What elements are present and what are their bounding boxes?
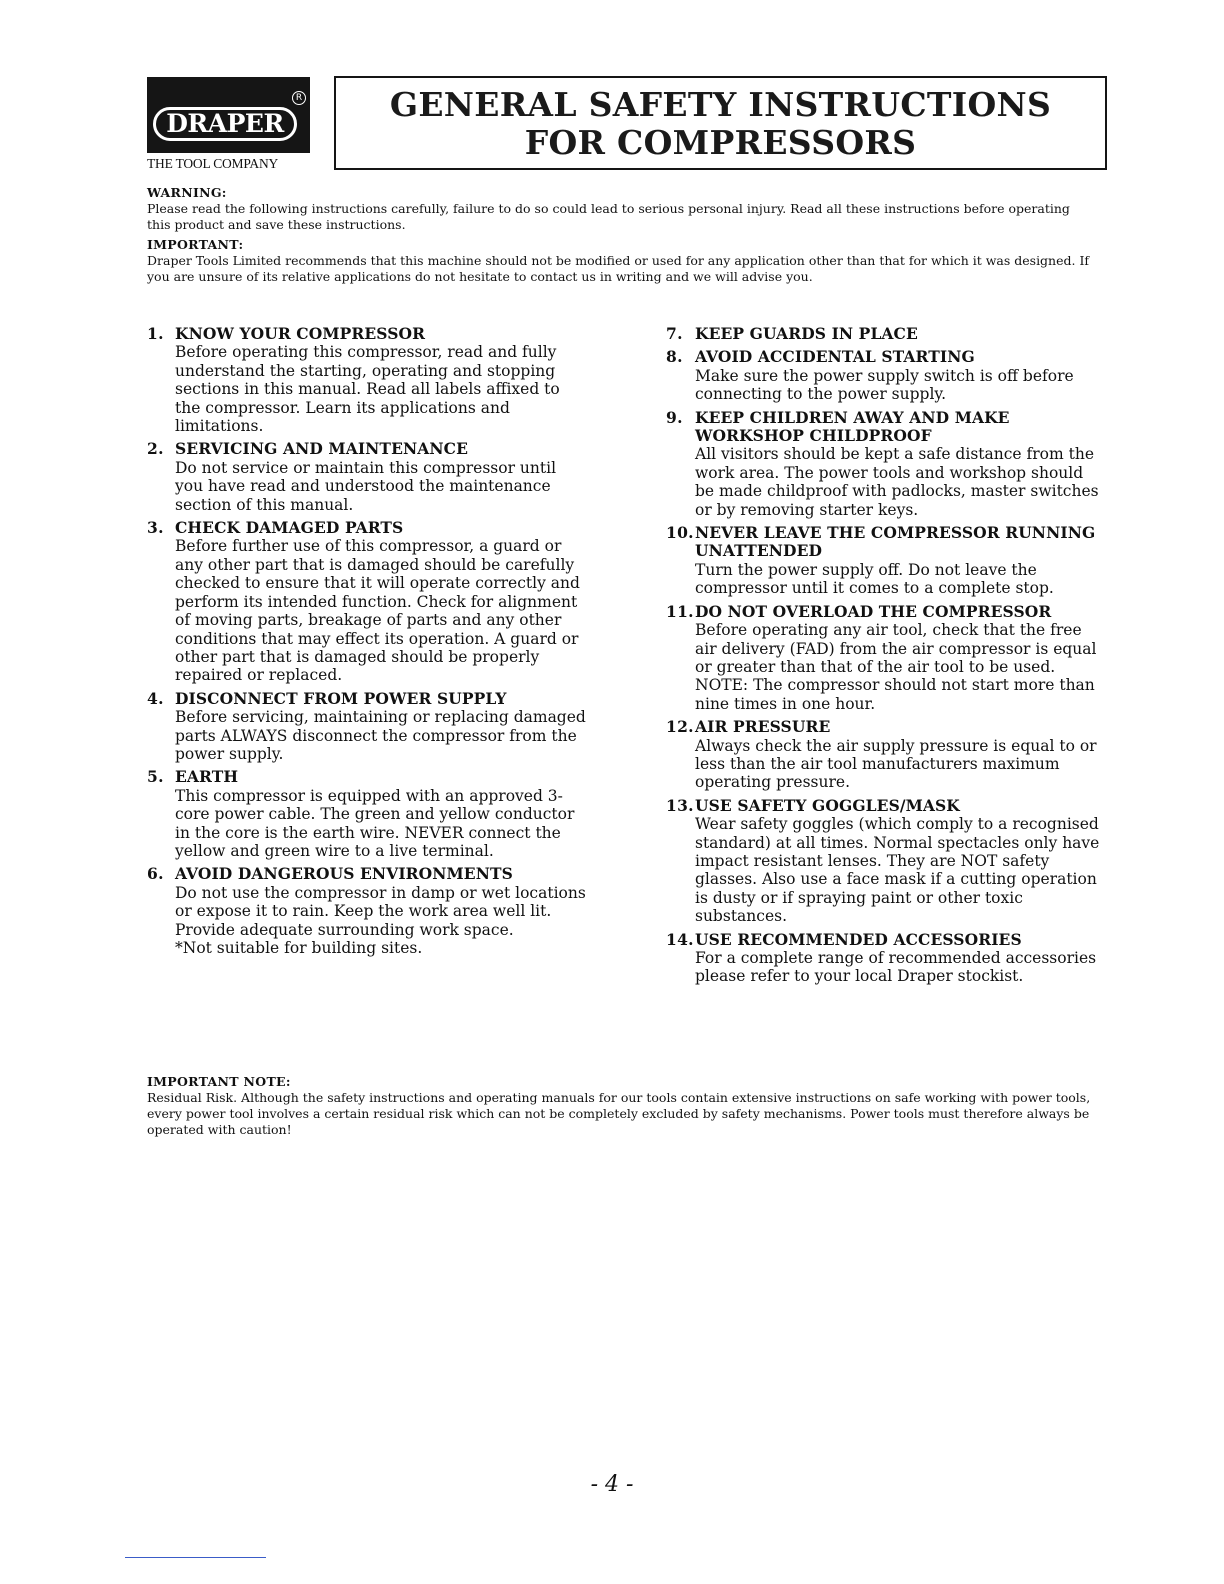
list-item: [666, 797, 1106, 926]
important-section: [147, 237, 1092, 285]
item-heading: AIR PRESSURE: [695, 717, 831, 737]
item-number: 3.: [147, 518, 164, 538]
title-line-1: GENERAL SAFETY INSTRUCTIONS: [389, 85, 1052, 124]
list-item: [666, 603, 1106, 713]
item-number: 9.: [666, 407, 683, 427]
item-heading: KNOW YOUR COMPRESSOR: [175, 324, 426, 343]
item-body: Do not service or maintain this compressor until you have read and understood the maintenance section of this manual.: [175, 458, 557, 514]
list-item: [147, 440, 587, 514]
item-number: 11.: [666, 601, 694, 621]
item-number: 7.: [666, 324, 683, 343]
item-body: Make sure the power supply switch is off before connecting to the power supply.: [695, 366, 1074, 404]
page-title: [334, 76, 1107, 170]
page-number: - 4 -: [590, 1472, 634, 1497]
list-item: [147, 519, 587, 685]
item-heading: CHECK DAMAGED PARTS: [175, 518, 404, 538]
draper-logo: [147, 77, 310, 171]
important-note-label: IMPORTANT NOTE:: [147, 1074, 291, 1089]
item-heading: USE RECOMMENDED ACCESSORIES: [695, 929, 1022, 949]
list-item: [666, 524, 1106, 598]
item-heading: DO NOT OVERLOAD THE COMPRESSOR: [695, 601, 1052, 621]
item-number: 13.: [666, 795, 694, 815]
list-item: [666, 718, 1106, 792]
list-item: [147, 865, 587, 957]
list-item: [666, 409, 1106, 519]
logo-tagline: THE TOOL COMPANY: [147, 156, 279, 171]
item-number: 5.: [147, 767, 164, 787]
important-note-text: Residual Risk. Although the safety instructions and operating manuals for our tools contain extensive instructions on safe working with power tools, every power tool involves a certain residual risk which can not be completely excluded by safety mechanisms. Power tools must therefore always be operated with caution!: [147, 1090, 1091, 1137]
registered-mark-icon: R: [292, 91, 306, 105]
list-item: [147, 325, 587, 435]
item-body: Do not use the compressor in damp or wet locations or expose it to rain. Keep the work area well lit. Provide adequate surrounding work space.: [175, 883, 586, 939]
item-heading: AVOID DANGEROUS ENVIRONMENTS: [175, 864, 513, 884]
item-number: 4.: [147, 688, 164, 708]
warning-section: [147, 185, 1092, 233]
item-heading: KEEP CHILDREN AWAY AND MAKE WORKSHOP CHILDPROOF: [695, 407, 1010, 446]
title-line-2: FOR COMPRESSORS: [524, 123, 917, 162]
item-body: This compressor is equipped with an approved 3-core power cable. The green and yellow conductor in the core is the earth wire. NEVER connect the yellow and green wire to a live terminal.: [175, 786, 575, 860]
item-body: Before operating any air tool, check that the free air delivery (FAD) from the air compressor is equal or greater than that of the air tool to be used. NOTE: The compressor should not start more than nine times in one hour.: [695, 621, 1097, 713]
list-item: [147, 768, 587, 860]
item-body: Always check the air supply pressure is equal to or less than the air tool manufacturers maximum operating pressure.: [695, 736, 1097, 792]
item-body: All visitors should be kept a safe distance from the work area. The power tools and workshop should be made childproof with padlocks, master switches or by removing starter keys.: [695, 445, 1099, 519]
left-column: [147, 325, 587, 962]
item-number: 1.: [147, 324, 164, 343]
item-number: 14.: [666, 929, 694, 949]
logo-brand: DRAPER: [153, 107, 297, 141]
item-number: 8.: [666, 347, 683, 367]
item-body: For a complete range of recommended accessories please refer to your local Draper stockist.: [695, 949, 1097, 986]
item-body: Turn the power supply off. Do not leave the compressor until it comes to a complete stop.: [695, 560, 1054, 598]
item-heading: SERVICING AND MAINTENANCE: [175, 439, 468, 459]
list-item: [666, 348, 1106, 403]
item-heading: USE SAFETY GOGGLES/MASK: [695, 795, 960, 815]
item-number: 6.: [147, 864, 164, 884]
important-text: Draper Tools Limited recommends that this machine should not be modified or used for any application other than that for which it was designed. If you are unsure of its relative applications do not hesitate to contact us in writing and we will advise you.: [147, 253, 1090, 284]
warning-label: WARNING:: [147, 185, 227, 200]
item-number: 12.: [666, 717, 694, 737]
footer-divider: [125, 1557, 266, 1558]
list-item: [147, 690, 587, 764]
logo-background: [147, 77, 310, 153]
item-body: Before further use of this compressor, a guard or any other part that is damaged should be carefully checked to ensure that it will operate correctly and perform its intended function. Check for alignment of moving parts, breakage of parts and any other conditions that may effect its operation. A guard or other part that is damaged should be properly repaired or replaced.: [175, 537, 580, 685]
list-item: [666, 325, 1106, 343]
item-extra: *Not suitable for building sites.: [175, 939, 423, 957]
list-item: [666, 931, 1106, 986]
item-heading: AVOID ACCIDENTAL STARTING: [695, 347, 975, 367]
item-body: Wear safety goggles (which comply to a recognised standard) at all times. Normal spectacles only have impact resistant lenses. They are NOT safety glasses. Also use a face mask if a cutting operation is dusty or if spraying paint or other toxic substances.: [695, 815, 1100, 926]
item-number: 2.: [147, 439, 164, 459]
right-column: [666, 325, 1106, 991]
item-heading: DISCONNECT FROM POWER SUPPLY: [175, 688, 507, 708]
item-heading: NEVER LEAVE THE COMPRESSOR RUNNING UNATTENDED: [695, 523, 1096, 561]
warning-text: Please read the following instructions carefully, failure to do so could lead to serious personal injury. Read all these instructions before operating this product and save these instructions.: [147, 201, 1070, 232]
item-heading: KEEP GUARDS IN PLACE: [695, 324, 918, 343]
item-number: 10.: [666, 523, 694, 543]
item-body: Before operating this compressor, read and fully understand the starting, operating and stopping sections in this manual. Read all labels affixed to the compressor. Learn its applications and limitations.: [175, 343, 560, 436]
important-note-section: [147, 1074, 1092, 1138]
item-heading: EARTH: [175, 767, 239, 787]
important-label: IMPORTANT:: [147, 237, 244, 252]
item-body: Before servicing, maintaining or replacing damaged parts ALWAYS disconnect the compressor from the power supply.: [175, 708, 586, 763]
